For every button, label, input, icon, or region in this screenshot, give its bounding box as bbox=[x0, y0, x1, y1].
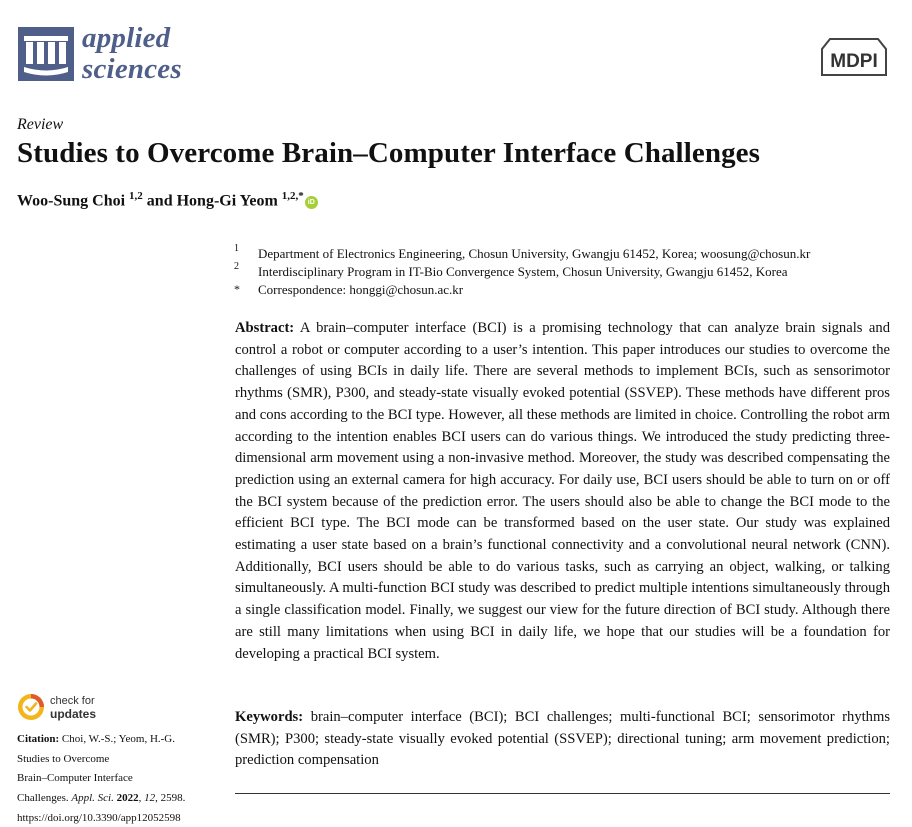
citation-year: 2022 bbox=[116, 792, 139, 804]
doi-link[interactable]: https://doi.org/10.3390/app12052598 bbox=[17, 812, 181, 824]
citation-title-line: Studies to Overcome bbox=[17, 753, 110, 765]
abstract bbox=[235, 318, 890, 665]
affiliation-mark: 1 bbox=[234, 243, 239, 254]
keywords-text: brain–computer interface (BCI); BCI challenges; multi-functional BCI; sensorimotor rhythms (SMR); P300; steady-state visually evoked potential (SSVEP); directional tuning; arm movement prediction; prediction compensation bbox=[235, 709, 890, 769]
affiliation-mark: * bbox=[234, 282, 240, 296]
check-for-updates-button[interactable] bbox=[17, 693, 127, 725]
citation-journal: Appl. Sci. bbox=[71, 792, 114, 804]
affiliation-text: Interdisciplinary Program in IT-Bio Convergence System, Chosun University, Gwangju 61452, Korea bbox=[258, 264, 788, 279]
check-for-label: check for bbox=[50, 695, 95, 707]
citation-line bbox=[17, 733, 175, 745]
correspondence-text: Correspondence: honggi@chosun.ac.kr bbox=[258, 282, 464, 297]
article-title: Studies to Overcome Brain–Computer Interface Challenges bbox=[17, 137, 761, 169]
citation-sep: , bbox=[155, 792, 158, 804]
author-name: Hong-Gi Yeom bbox=[176, 192, 278, 210]
citation-line bbox=[17, 792, 185, 804]
citation-authors: Choi, W.-S.; Yeom, H.-G. bbox=[61, 733, 175, 745]
abstract-text: A brain–computer interface (BCI) is a promising technology that can analyze brain signals and control a robot or computer according to a user’s intention. This paper introduces our studies to overcome the challenges of using BCIs in daily life. There are several methods to implement BCIs, such as sensorimotor rhythms (SMR), P300, and steady-state visually evoked potential (SSVEP). These methods have different pros and cons according to the BCI type. However, all these methods are limited in choice. Controlling the robot arm according to the intention enables BCI users can do various things. We introduced the study predicting three-dimensional arm movement using a non-invasive method. Moreover, the study was described compensating the prediction using an external camera for high accuracy. For daily use, BCI users should be able to turn on or off the BCI system because of the prediction error. The users should also be able to change the BCI mode to the efficient BCI type. The BCI mode can be transformed based on the user state. Our study was explained estimating a user state based on a brain’s functional connectivity and a convolutional neural network (CNN). Additionally, BCI users should be able to do various tasks, such as carrying an object, walking, or talking simultaneously. A multi-function BCI study was described to predict multiple intentions simultaneously through a single classification model. Finally, we suggest our view for the future direction of BCI study. Although there are still many limitations when using BCI in daily life, we hope that our studies will be a foundation for developing a practical BCI system. bbox=[235, 320, 890, 662]
author-name: Woo-Sung Choi bbox=[17, 192, 126, 210]
author-affiliation-mark: 1,2,* bbox=[281, 190, 304, 202]
author-list bbox=[17, 190, 318, 210]
citation-volume: 12 bbox=[144, 792, 156, 804]
author-joiner: and bbox=[146, 192, 173, 210]
affiliation-text: Department of Electronics Engineering, Chosun University, Gwangju 61452, Korea; woosung@chosun.kr bbox=[258, 246, 811, 261]
article-type: Review bbox=[17, 116, 64, 133]
citation-label: Citation: bbox=[17, 733, 60, 745]
keywords-label: Keywords: bbox=[235, 709, 304, 725]
citation-pages: 2598. bbox=[160, 792, 186, 804]
check-badge-icon bbox=[17, 693, 45, 721]
section-divider bbox=[235, 793, 890, 794]
updates-label: updates bbox=[50, 707, 97, 721]
orcid-icon[interactable]: iD bbox=[305, 196, 318, 209]
abstract-label: Abstract: bbox=[235, 320, 295, 336]
keywords bbox=[235, 707, 890, 772]
citation-title-line: Challenges. bbox=[17, 792, 69, 804]
citation-sep: , bbox=[138, 792, 142, 804]
mdpi-logo-text: MDPI bbox=[830, 51, 878, 72]
citation-title-line: Brain–Computer Interface bbox=[17, 772, 133, 784]
journal-name-line1: applied bbox=[82, 22, 171, 54]
journal-logo-icon bbox=[18, 27, 74, 81]
mdpi-logo bbox=[818, 35, 890, 81]
journal-name-line2: sciences bbox=[82, 53, 182, 85]
author-affiliation-mark: 1,2 bbox=[129, 190, 143, 202]
affiliation-mark: 2 bbox=[234, 261, 239, 272]
